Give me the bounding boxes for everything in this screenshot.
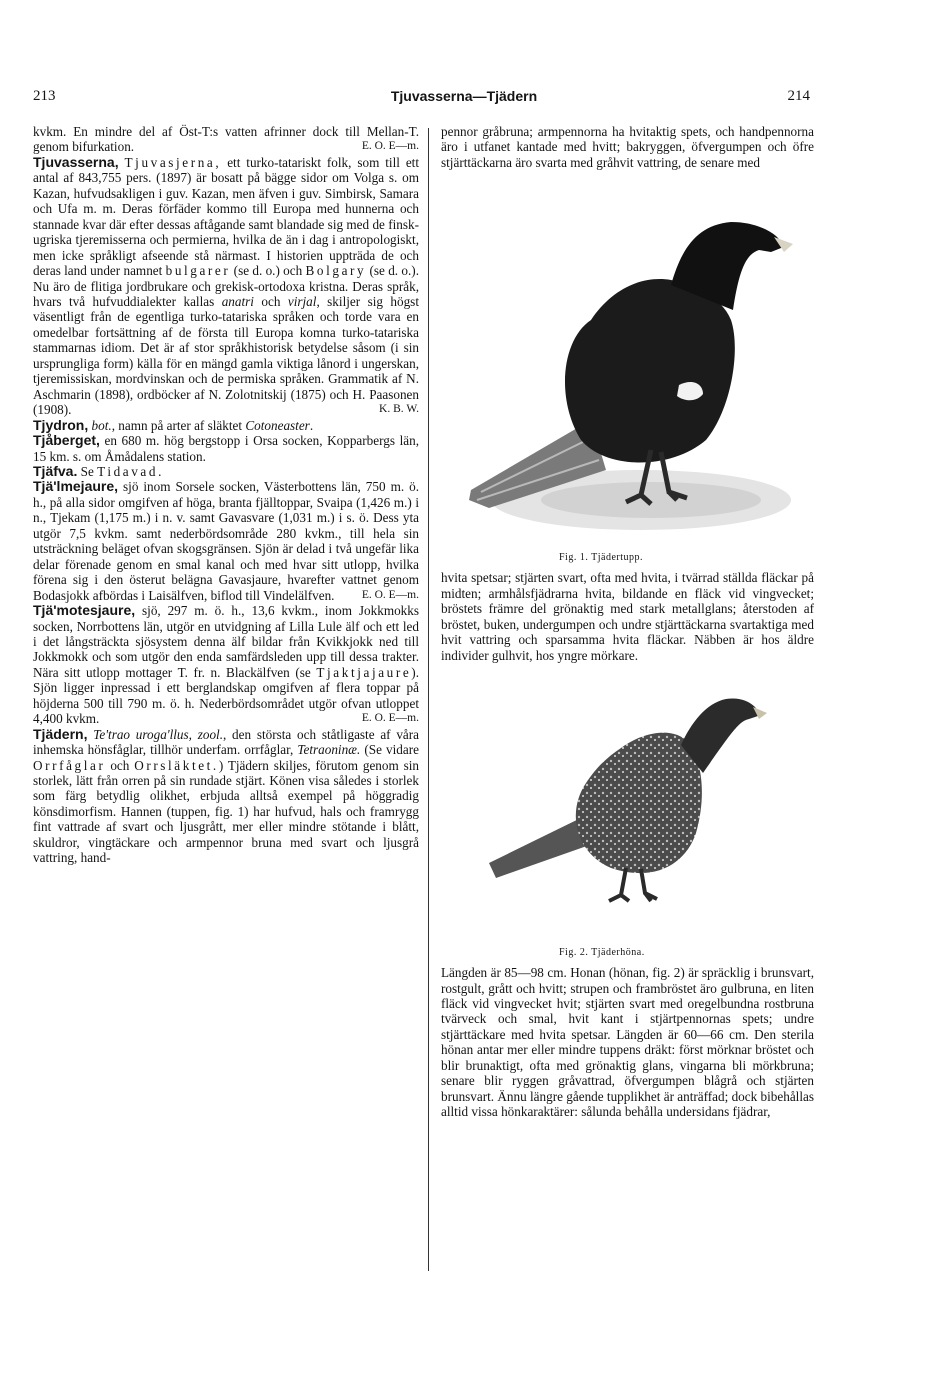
entry-text: , skiljer sig högst väsentligt från de egentliga turko-tatariska språken och torde vara en omedelbar fortsättning af de första till Europa komna turko-tatariska stammarnas idiom. Det är af stor språkhistorisk betydelse såsom (i sin ursprungliga form) källa för en mängd gamla viktiga lånord i ungerskan, tjeremissiskan, mordvinskan och de permiska språken. Grammatik af N. Aschmarin (1898), ordböcker af N. Zolotnitskij (1875) och H. Paasonen (1908). — [33, 293, 419, 418]
entry-text: ) Tjädern skiljes, förutom genom sin storlek, lätt från orren på sin rundade stjärt. Könen visa således i storlek som färg betydlig olikhet, erbjuda alltså exempel på höggradig könsdimorfism. Hannen (tuppen, fig. 1) har hufvud, hals och framrygg fint vattrade af svart och ljusgrått, mer eller mindre stötande i blått, skuldror, vingtäckare och armpennor bruna med svart och ljusgrå vattring, hand- — [33, 757, 419, 866]
italic-word: bot. — [91, 417, 112, 433]
italic-word: Cotoneaster — [245, 417, 310, 433]
signature: E. O. E—m. — [361, 712, 419, 725]
entry-text: ett turko-tatariskt folk, som till ett antal af 843,755 pers. (1897) är bosatt på bägge sidor om Volga s. om Kazan, hufvudsakligen i guv. Kazan, men äfven i guv. Simbirsk, Samara och Ufa m. m. Deras förfäder kommo till Europa med hunnerna och stannade kvar där efter dessas aftågande samt blandade sig med de finsk-ugriska tjeremisserna och permierna, hvilka de än i dag i antropologiskt, men icke språkligt afseende stå närmast. I historien uppträda de och deras land under namnet — [33, 154, 420, 279]
entry-text: sjö inom Sorsele socken, Västerbottens län, 750 m. ö. h., på alla sidor omgifven af höga, branta fjälltoppar, Svaipa (1,426 m.) i n., Tjekam (1,175 m.) i n. v. samt Gavasvare (1,031 m.) i s. ö. Dess yta utgör 7,5 kvkm. samt nederbördsområde 280 kvkm., till hela sin utsträckning beläget ofvan skogsgränsen. Sjön är delad i två ungefär lika delar förenade genom en smal kanal och med hvar sitt utlopp, hvilka förena sig i den österut belägna Gavasjaure, hvarefter vattnet genom Bodasjokk afbördas i Laisälfven, biflod till Vindelälfven. — [33, 479, 419, 603]
entry-tjamotesjaure — [33, 603, 419, 727]
entry-intro — [33, 124, 419, 155]
entry-text: och — [253, 293, 288, 309]
intro-text: kvkm. En mindre del af Öst-T:s vatten afrinner dock till Mellan-T. genom bifurkation. — [33, 124, 419, 155]
entry-text: (se d. o.). Nu äro de flitiga jordbrukare och grekisk-ortodoxa kristna. Deras språk, hvars två hufvuddialekter kallas — [33, 263, 419, 309]
entry-text: . — [309, 417, 314, 433]
italic-word: Tetraoninæ. — [297, 742, 361, 758]
entry-text: (Se vidare — [360, 742, 419, 758]
spaced-word: Bolgary — [305, 263, 367, 279]
entry-text: och — [105, 757, 135, 773]
signature: K. B. W. — [379, 403, 419, 416]
right-column — [441, 124, 814, 1120]
italic-word: Te'trao uroga'llus, zool. — [93, 726, 223, 742]
entry-term: Tjydron, — [33, 416, 89, 433]
spaced-word: bulgarer — [165, 263, 231, 279]
italic-word: virjal — [287, 293, 317, 309]
running-header-title: Tjuvasserna—Tjädern — [390, 88, 538, 104]
entry-tjuvasserna — [33, 155, 419, 418]
spaced-word: Tidavad. — [97, 463, 164, 479]
entry-tjalmejaure — [33, 479, 419, 603]
entry-tjaberget — [33, 433, 419, 464]
capercaillie-female-illustration — [441, 663, 814, 943]
entry-term: Tjäfva. — [33, 462, 78, 479]
signature: E. O. E—m. — [361, 588, 419, 601]
column-divider — [428, 128, 429, 1271]
figure-capercaillie-female — [441, 663, 814, 965]
paragraph: Längden är 85—98 cm. Honan (hönan, fig. 2) är spräcklig i brunsvart, rostgult, grått och hvitt; strupen och frambröstet äro gulbruna, en liten fläck vid vingvecket hvit; stjärten svart med oregelbundna rostbruna tvärveck och smal, hvit kant i stjärtpennornas spets; undre stjärttäckare med hvita spetsar. Längden är 60—66 cm. Den sterila hönan antar mer eller mindre tuppens dräkt: först mörknar bröstet och blir brunaktigt, ofta med grönaktig glans, vingarna bli mörkbruna; senare blir ryggen gråvattrad, öfvergumpen blågrå och stjärten brunsvart. Ännu längre gående tupplikhet är anträffad; dock bibehållas alltid vissa hönkaraktärer: sålunda behålla undersidans fjädrar, — [441, 965, 814, 1120]
entry-term: Tjåberget, — [33, 432, 100, 449]
entry-tjafva — [33, 464, 419, 479]
italic-word: anatri — [221, 293, 254, 309]
entry-text: en 680 m. hög bergstopp i Orsa socken, Kopparbergs län, 15 km. s. om Åmådalens station. — [33, 433, 419, 464]
entry-term: Tjä'motesjaure, — [33, 602, 136, 619]
page-number-left: 213 — [33, 88, 56, 104]
figure-capercaillie-male — [441, 170, 814, 570]
entry-text: , namn på arter af släktet — [111, 417, 246, 433]
entry-tjadern — [33, 727, 419, 866]
paragraph: hvita spetsar; stjärten svart, ofta med hvita, i tvärrad ställda fläckar på midten; armhålsfjädrarna hvita, bildande en fläck vid vingvecket; bröstets främre del grönaktig med stark metallglans; återstoden af bröstet, buken, undergumpen och undre stjärttäckarna svartaktiga med hvit vattring och sparsamma hvita fläckar. Näbben är hos äldre individer gulhvit, hos yngre mörkare. — [441, 570, 814, 663]
entry-text: (se d. o.) och — [230, 263, 306, 279]
entry-tjydron — [33, 418, 419, 433]
entry-term: Tjä'lmejaure, — [33, 478, 119, 495]
spaced-word: Tjaktjajaure — [316, 664, 412, 680]
spaced-word: Orrsläktet. — [134, 757, 219, 773]
entry-term: Tjädern, — [33, 725, 88, 742]
entry-term: Tjuvasserna, — [33, 153, 119, 170]
spaced-word: Tjuvasjerna, — [124, 154, 222, 170]
page-number-right: 214 — [787, 88, 810, 104]
capercaillie-male-illustration — [441, 170, 814, 550]
spaced-word: Orrfåglar — [33, 757, 106, 773]
entry-text: Se — [77, 463, 98, 479]
paragraph: pennor gråbruna; armpennorna ha hvitaktig spets, och handpennorna äro i utfanet kantade med hvitt; bakryggen, öfvergumpen och öfre stjärttäckarna äro svarta med gråhvit vattring, de senare med — [441, 124, 814, 170]
figure-caption: Fig. 1. Tjädertupp. — [559, 552, 644, 564]
entry-text: sjö, 297 m. ö. h., 13,6 kvkm., inom Jokkmokks socken, Norrbottens län, utgör en utvidgning af Lilla Lule älf och ett led i det långsträckta sjösystem denna älf bildar från Kvikkjokk ned till Jokkmokk och som utgör den enda samfärdsleden upp till dessa trakter. Nära sitt utlopp mottager T. fr. n. Blackälfven (se — [33, 603, 419, 680]
entry-text: ). Sjön ligger inpressad i ett berglandskap omgifven af flera toppar på höjderna 500 till 790 m. ö. h. Nederbördsområdet utgör ofvan utloppet 4,400 kvkm. — [33, 664, 419, 727]
signature: E. O. E—m. — [361, 140, 419, 153]
left-column — [33, 124, 419, 866]
figure-caption: Fig. 2. Tjäderhöna. — [559, 947, 645, 959]
entry-text: , den största och ståtligaste af våra inhemska hönsfåglar, tillhör underfam. orrfåglar, — [33, 726, 420, 758]
